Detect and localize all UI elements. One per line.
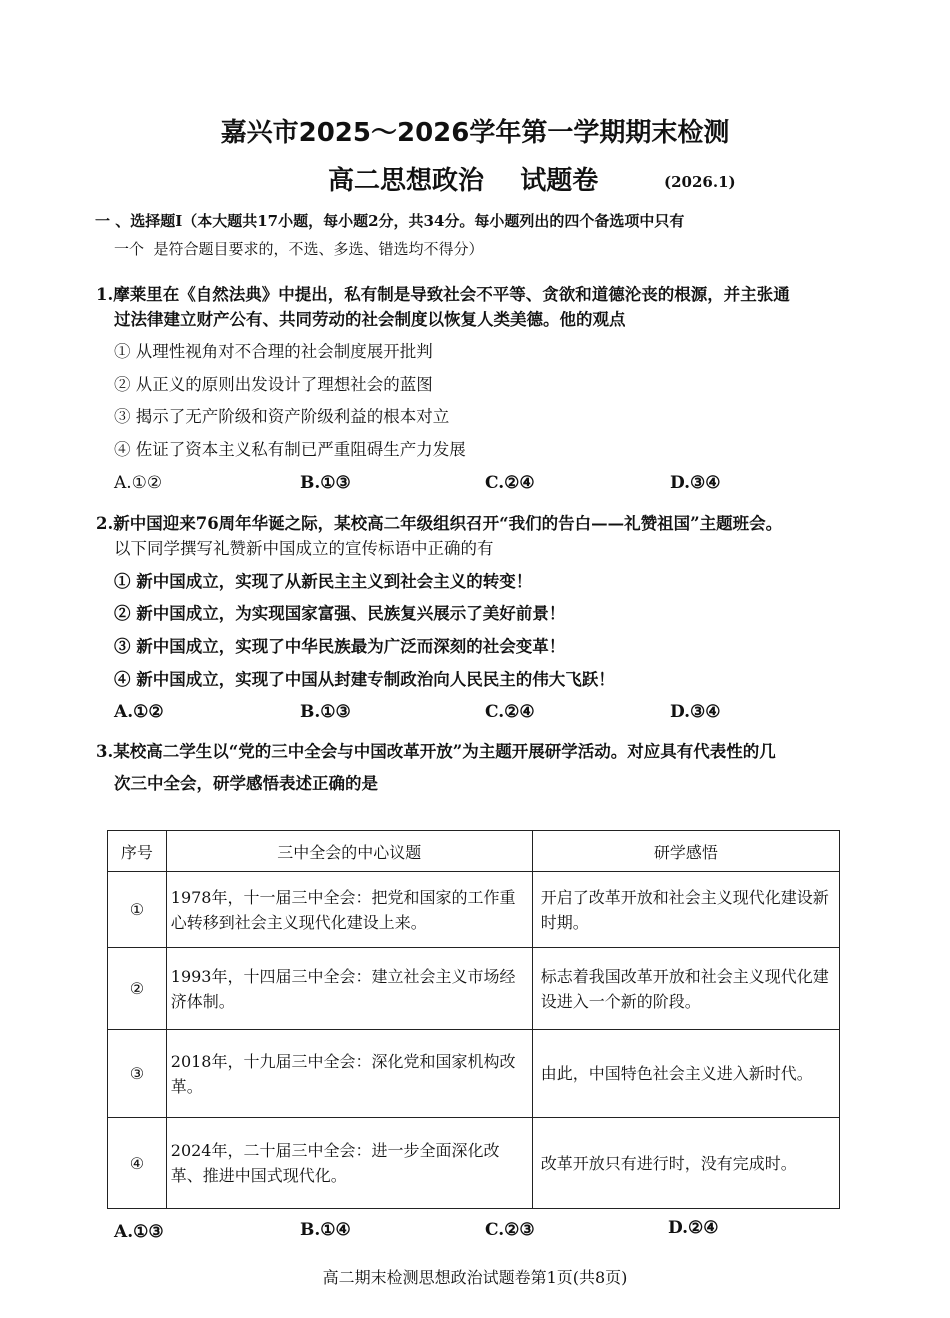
header-number: 序号: [108, 831, 167, 872]
row-insight: 由此，中国特色社会主义进入新时代。: [532, 1030, 839, 1118]
q2-item-3: ③ 新中国成立，实现了中华民族最为广泛而深刻的社会变革！: [114, 637, 566, 656]
exam-date: (2026.1): [664, 173, 736, 191]
exam-subtitle: 高二思想政治 试题卷: [328, 166, 599, 196]
row-topic: 2018年，十九届三中全会：深化党和国家机构改革。: [166, 1030, 532, 1118]
row-topic: 2024年，二十届三中全会：进一步全面深化改革、推进中国式现代化。: [166, 1118, 532, 1209]
table-row: [108, 872, 840, 948]
q1-item-2: ② 从正义的原则出发设计了理想社会的蓝图: [114, 375, 433, 394]
q3-stem-line2: 次三中全会，研学感悟表述正确的是: [114, 774, 378, 793]
q3-choice-b: B.①④: [300, 1220, 351, 1240]
q1-item-4: ④ 佐证了资本主义私有制已严重阻碍生产力发展: [114, 440, 466, 459]
row-number: ③: [108, 1030, 167, 1118]
header-insight: 研学感悟: [532, 831, 839, 872]
q2-item-2: ② 新中国成立，为实现国家富强、民族复兴展示了美好前景！: [114, 604, 566, 623]
table-row: [108, 1118, 840, 1209]
section-heading: 一 、选择题Ⅰ（本大题共17小题，每小题2分，共34分。每小题列出的四个备选项中只有: [95, 212, 685, 230]
row-topic: 1978年，十一届三中全会：把党和国家的工作重心转移到社会主义现代化建设上来。: [166, 872, 532, 948]
row-insight: 标志着我国改革开放和社会主义现代化建设进入一个新的阶段。: [532, 948, 839, 1030]
q1-stem-line1: 1.摩莱里在《自然法典》中提出，私有制是导致社会不平等、贪欲和道德沦丧的根源，并主张通: [96, 285, 790, 304]
q2-choice-a: A.①②: [114, 702, 164, 722]
q1-item-1: ① 从理性视角对不合理的社会制度展开批判: [114, 342, 433, 361]
row-number: ①: [108, 872, 167, 948]
q1-choice-b: B.①③: [300, 473, 351, 493]
row-topic: 1993年，十四届三中全会：建立社会主义市场经济体制。: [166, 948, 532, 1030]
table-header-row: [108, 831, 840, 872]
q3-choice-c: C.②③: [485, 1220, 535, 1240]
table-row: [108, 948, 840, 1030]
q3-choice-d: D.②④: [668, 1218, 719, 1238]
q1-item-3: ③ 揭示了无产阶级和资产阶级利益的根本对立: [114, 407, 450, 426]
q2-choice-b: B.①③: [300, 702, 351, 722]
section-instructions: 一个 是符合题目要求的，不选、多选、错选均不得分）: [114, 240, 484, 258]
q2-item-4: ④ 新中国成立，实现了中国从封建专制政治向人民民主的伟大飞跃！: [114, 670, 615, 689]
page-footer: 高二期末检测思想政治试题卷第1页(共8页): [322, 1268, 628, 1287]
header-topic: 三中全会的中心议题: [166, 831, 532, 872]
table-row: [108, 1030, 840, 1118]
q2-stem-line2: 以下同学撰写礼赞新中国成立的宣传标语中正确的有: [114, 539, 494, 558]
row-number: ④: [108, 1118, 167, 1209]
row-insight: 改革开放只有进行时，没有完成时。: [532, 1118, 839, 1209]
q1-stem-line2: 过法律建立财产公有、共同劳动的社会制度以恢复人类美德。他的观点: [114, 310, 626, 329]
q3-choice-a: A.①③: [114, 1222, 164, 1242]
q2-choice-d: D.③④: [670, 702, 721, 722]
q2-choice-c: C.②④: [485, 702, 535, 722]
exam-title: 嘉兴市2025～2026学年第一学期期末检测: [220, 118, 730, 148]
plenary-table: [107, 830, 840, 1209]
row-number: ②: [108, 948, 167, 1030]
q1-choice-a: A.①②: [114, 473, 163, 493]
q2-stem-line1: 2.新中国迎来76周年华诞之际，某校高二年级组织召开“我们的告白——礼赞祖国”主题班会。: [96, 514, 783, 533]
q1-choice-d: D.③④: [670, 473, 721, 493]
q2-item-1: ① 新中国成立，实现了从新民主主义到社会主义的转变！: [114, 572, 533, 591]
q3-stem-line1: 3.某校高二学生以“党的三中全会与中国改革开放”为主题开展研学活动。对应具有代表性的几: [96, 742, 776, 761]
row-insight: 开启了改革开放和社会主义现代化建设新时期。: [532, 872, 839, 948]
q1-choice-c: C.②④: [485, 473, 535, 493]
